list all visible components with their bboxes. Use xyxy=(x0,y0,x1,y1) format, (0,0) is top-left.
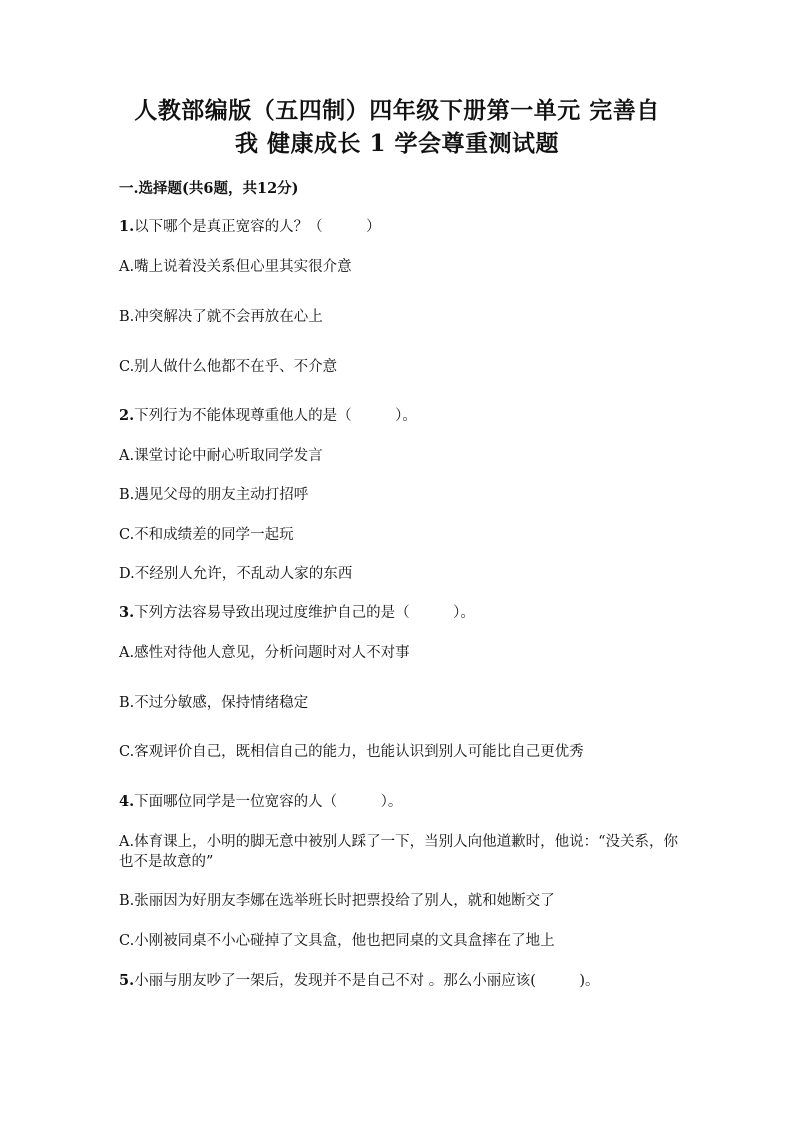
question-text: 以下哪个是真正宽容的人？（ ） xyxy=(134,219,381,235)
question-text: 下面哪位同学是一位宽容的人（ ）。 xyxy=(134,794,403,810)
question-3-option-c: C.客观评价自己，既相信自己的能力，也能认识到别人可能比自己更优秀 xyxy=(119,744,584,760)
question-5-stem xyxy=(119,971,600,991)
question-2-option-b: B.遇见父母的朋友主动打招呼 xyxy=(119,487,309,503)
question-text: 小丽与朋友吵了一架后，发现并不是自己不对 。那么小丽应该( )。 xyxy=(134,973,600,989)
question-4-option-b: B.张丽因为好朋友李娜在选举班长时把票投给了别人，就和她断交了 xyxy=(119,893,555,909)
question-number: 2. xyxy=(119,407,135,424)
question-2-stem xyxy=(119,406,417,426)
question-3-option-a: A.感性对待他人意见，分析问题时对人不对事 xyxy=(119,645,410,661)
question-3-option-b: B.不过分敏感，保持情绪稳定 xyxy=(119,695,309,711)
question-1-option-c: C.别人做什么他都不在乎、不介意 xyxy=(119,359,338,375)
question-3-stem xyxy=(119,603,475,623)
title-line-1: 人教部编版（五四制）四年级下册第一单元 完善自 xyxy=(134,97,660,124)
question-number: 5. xyxy=(119,972,135,989)
question-number: 1. xyxy=(119,218,135,235)
question-1-option-a: A.嘴上说着没关系但心里其实很介意 xyxy=(119,259,352,275)
question-number: 3. xyxy=(119,604,135,621)
title-line-2: 我 健康成长 1 学会尊重测试题 xyxy=(234,130,560,157)
section-heading: 一.选择题(共6题，共12分) xyxy=(119,180,299,197)
question-2-option-a: A.课堂讨论中耐心听取同学发言 xyxy=(119,448,323,464)
question-1-option-b: B.冲突解决了就不会再放在心上 xyxy=(119,309,323,325)
document-title xyxy=(100,94,694,160)
question-4-stem xyxy=(119,792,402,812)
question-2-option-d: D.不经别人允许，不乱动人家的东西 xyxy=(119,566,353,582)
question-text: 下列方法容易导致出现过度维护自己的是（ ）。 xyxy=(134,605,475,621)
question-2-option-c: C.不和成绩差的同学一起玩 xyxy=(119,527,294,543)
question-1-stem xyxy=(119,217,381,237)
question-4-option-c: C.小刚被同桌不小心碰掉了文具盒，他也把同桌的文具盒摔在了地上 xyxy=(119,933,555,949)
question-text: 下列行为不能体现尊重他人的是（ ）。 xyxy=(134,408,417,424)
question-4-option-a: A.体育课上，小明的脚无意中被别人踩了一下，当别人向他道歉时，他说：“没关系，你也不是故意的” xyxy=(119,834,678,870)
question-number: 4. xyxy=(119,793,135,810)
